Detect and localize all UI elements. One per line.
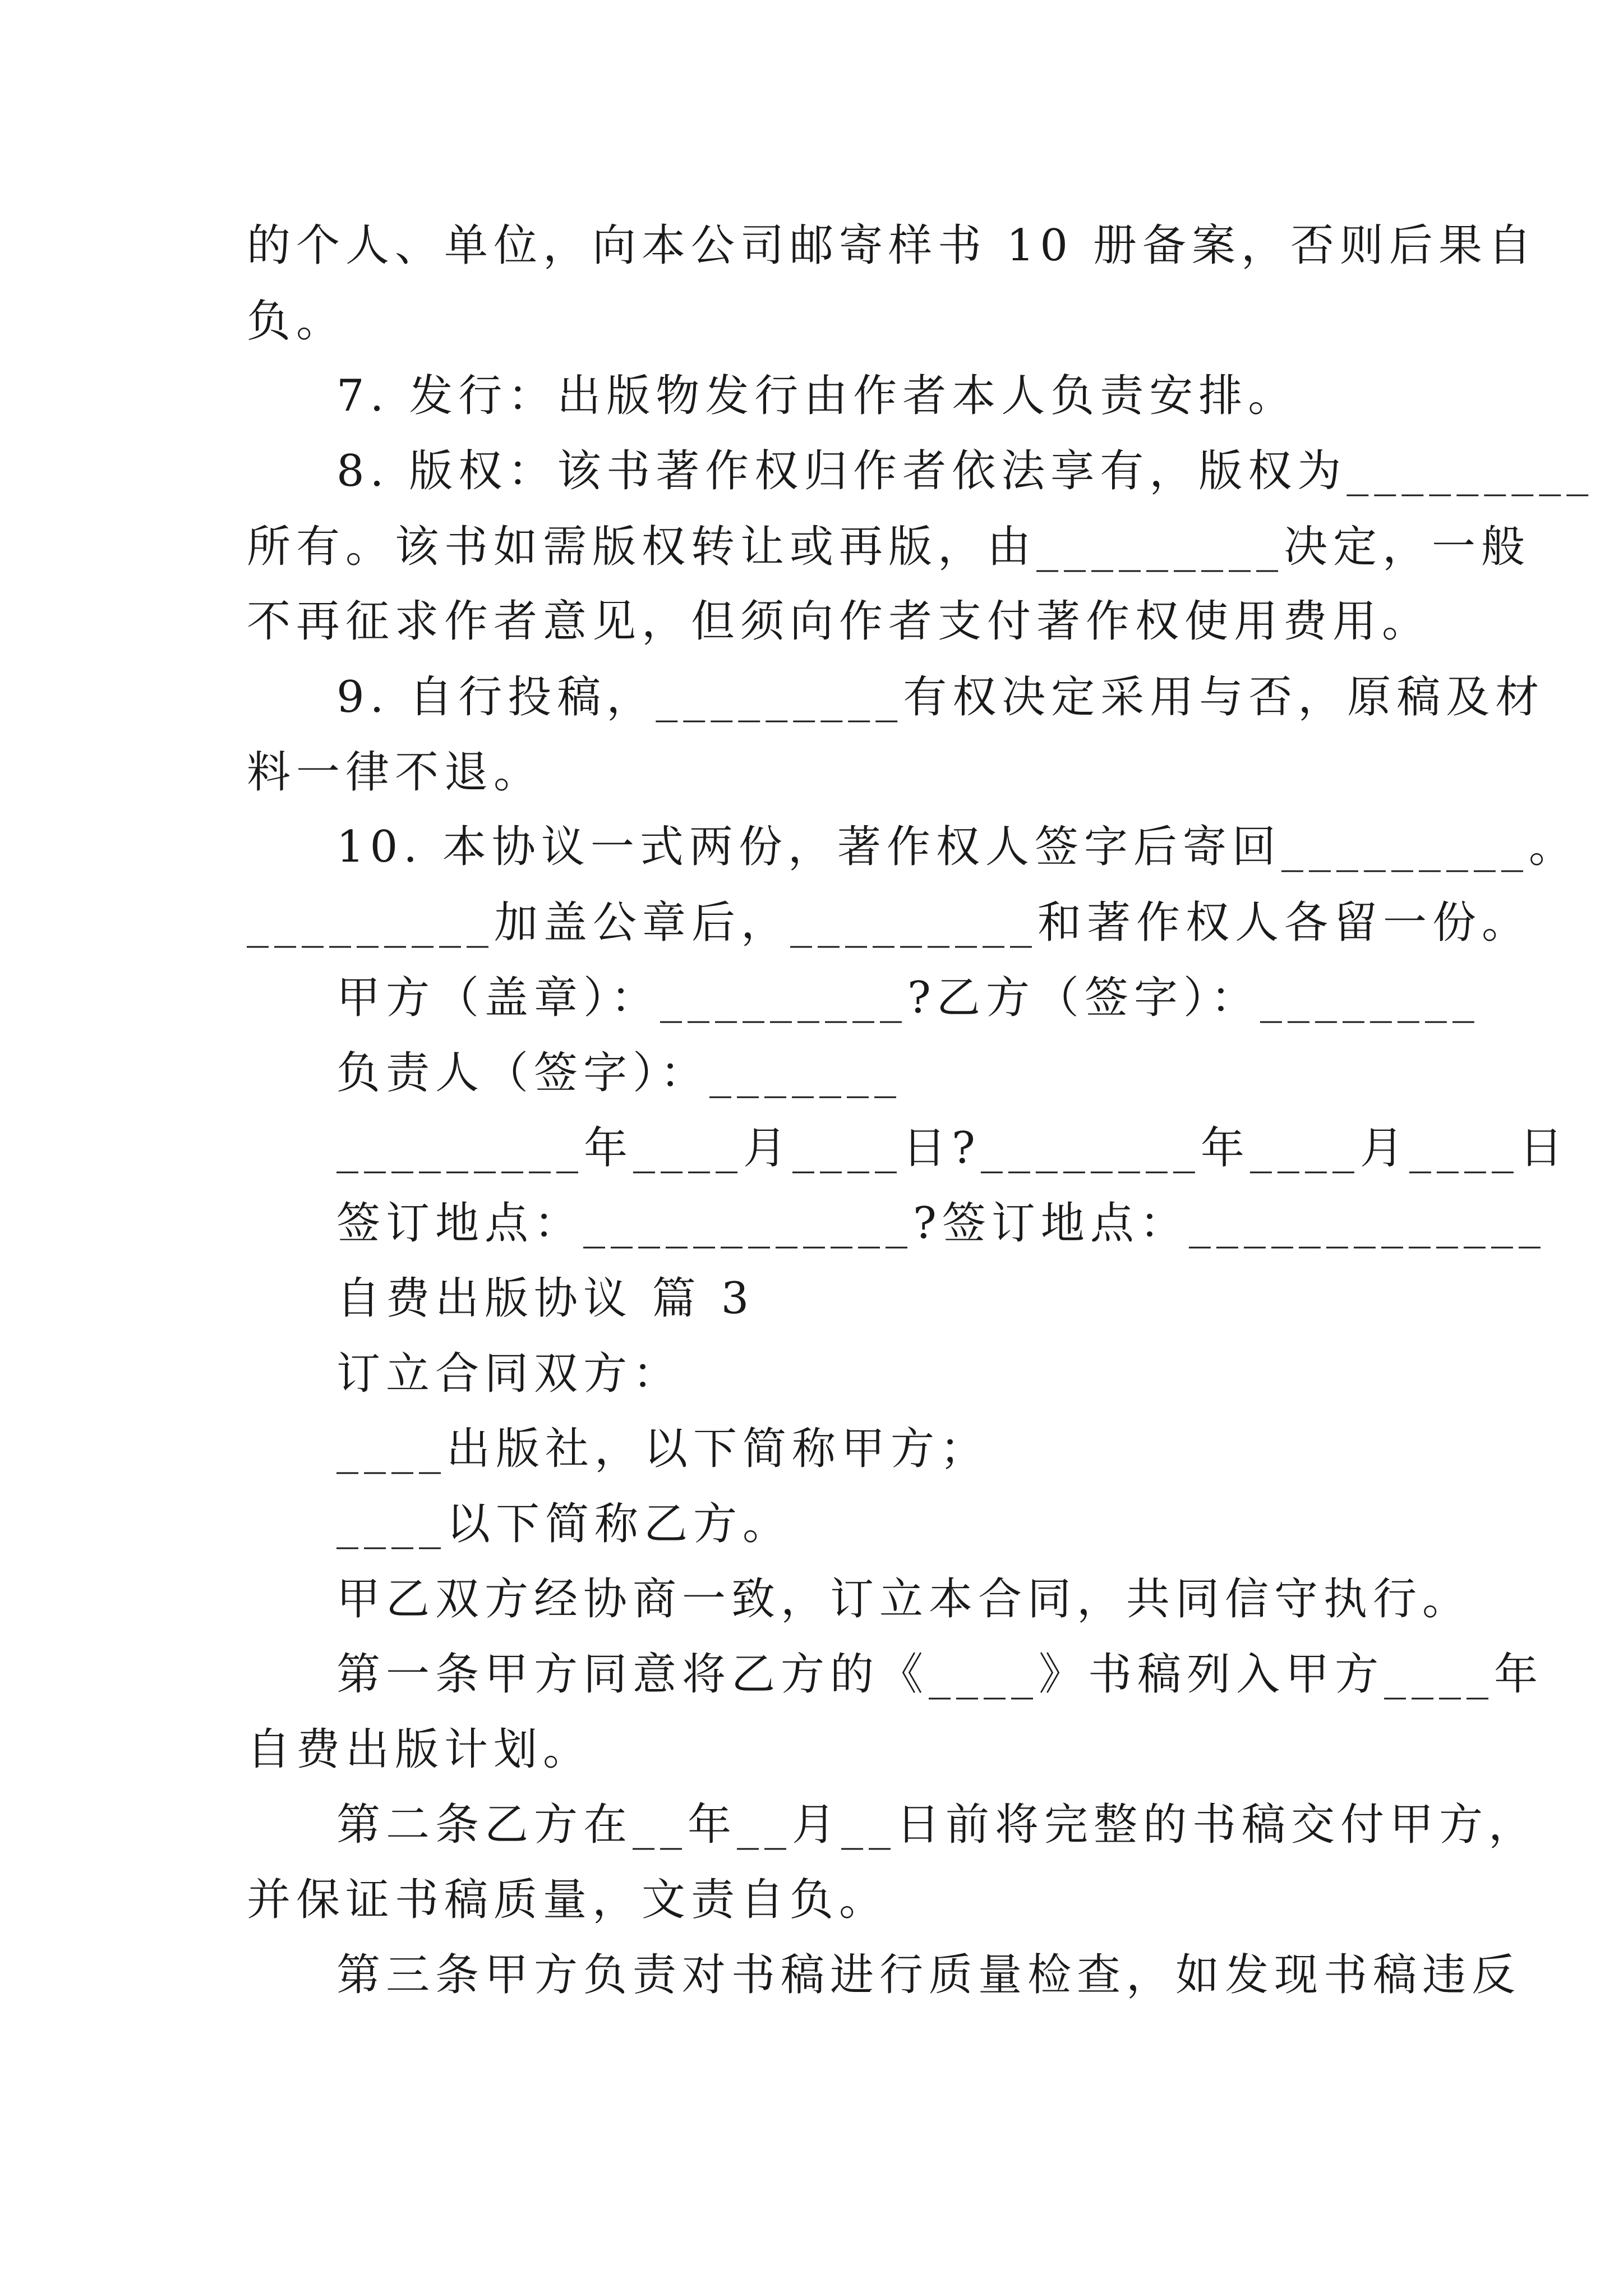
- text-line-5: 所有。该书如需版权转让或再版，由_________决定，一般: [247, 522, 1531, 572]
- text-line-9: 10. 本协议一式两份，著作权人签字后寄回_________。: [336, 822, 1578, 872]
- text-line-7: 9. 自行投稿，_________有权决定采用与否，原稿及材: [336, 672, 1545, 723]
- text-line-3: 7. 发行：出版物发行由作者本人负责安排。: [336, 371, 1298, 421]
- section-heading: 自费出版协议 篇 3: [336, 1273, 755, 1324]
- text-line-20: 第一条甲方同意将乙方的《____》书稿列入甲方____年: [336, 1649, 1544, 1700]
- text-line-1: 的个人、单位，向本公司邮寄样书 10 册备案，否则后果自: [247, 220, 1537, 271]
- text-line-21: 自费出版计划。: [247, 1724, 593, 1775]
- text-line-12: 负责人（签字）：_______: [336, 1048, 902, 1098]
- text-line-14: 签订地点：____________?签订地点：_____________: [336, 1198, 1546, 1249]
- text-line-16: 订立合同双方：: [336, 1349, 683, 1399]
- text-line-18: ____以下简称乙方。: [336, 1499, 792, 1549]
- text-line-17: ____出版社，以下简称甲方；: [336, 1424, 990, 1474]
- text-line-13: _________年____月____日?________年____月____日: [336, 1123, 1569, 1174]
- text-line-8: 料一律不退。: [247, 747, 543, 798]
- text-line-10: _________加盖公章后，_________和著作权人各留一份。: [247, 898, 1532, 948]
- text-line-23: 并保证书稿质量，文责自负。: [247, 1875, 889, 1925]
- text-line-4: 8. 版权：该书著作权归作者依法享有，版权为_________: [336, 446, 1594, 496]
- text-line-11: 甲方（盖章）：_________?乙方（签字）：________: [336, 973, 1480, 1023]
- text-line-6: 不再征求作者意见，但须向作者支付著作权使用费用。: [247, 596, 1432, 647]
- text-line-19: 甲乙双方经协商一致，订立本合同，共同信守执行。: [336, 1574, 1472, 1625]
- text-line-24: 第三条甲方负责对书稿进行质量检查，如发现书稿违反: [336, 1950, 1521, 2000]
- text-line-2: 负。: [247, 296, 346, 347]
- text-line-22: 第二条乙方在__年__月__日前将完整的书稿交付甲方，: [336, 1800, 1538, 1850]
